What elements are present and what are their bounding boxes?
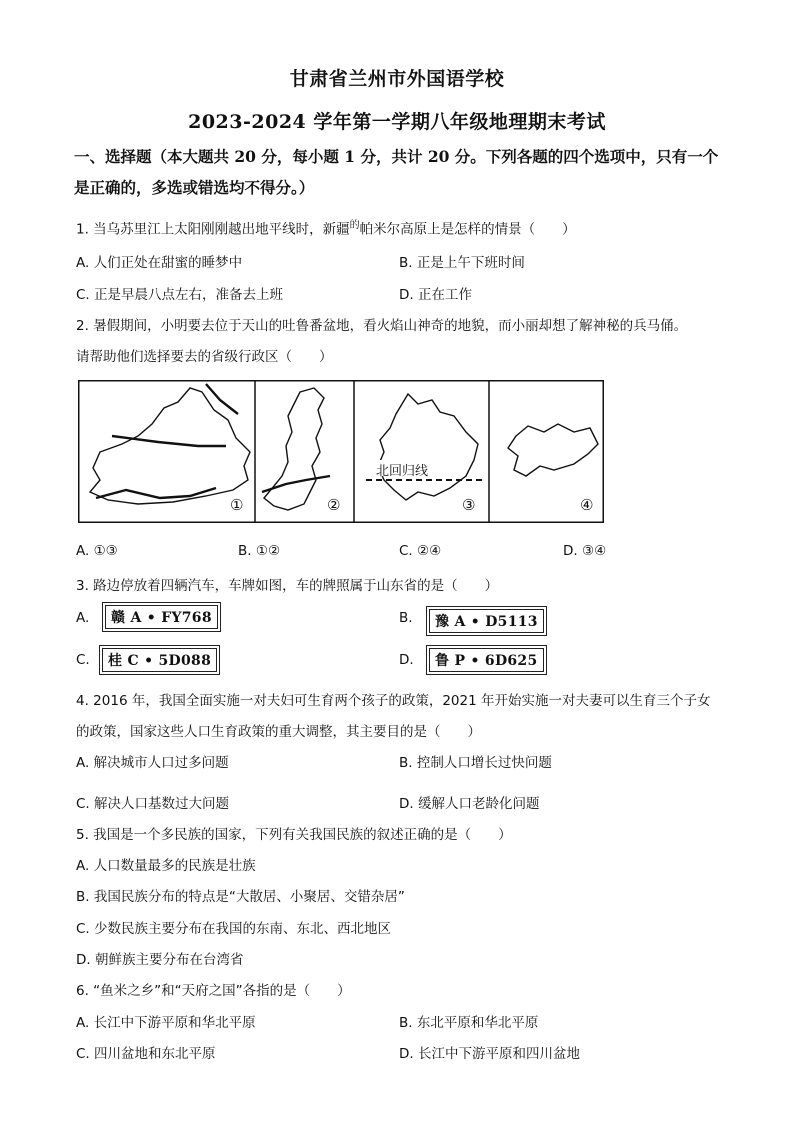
q2-option-a[interactable]: A. ①③ <box>76 543 118 559</box>
q6-option-c[interactable]: C. 四川盆地和东北平原 <box>76 1046 216 1062</box>
q1-option-c[interactable]: C. 正是早晨八点左右，准备去上班 <box>76 287 284 303</box>
plate-c-text: 桂 C • 5D088 <box>102 648 217 672</box>
q1-stem <box>76 216 576 238</box>
plate-b-text: 豫 A • D5113 <box>429 609 544 633</box>
school-title: 甘肃省兰州市外国语学校 <box>289 68 505 90</box>
q1-stem-small: 的 <box>349 220 360 231</box>
q4-stem-1: 4. 2016 年，我国全面实施一对夫妇可生育两个孩子的政策，2021 年开始实施一对夫妻可以生育三个子女 <box>76 693 711 709</box>
q4-option-d[interactable]: D. 缓解人口老龄化问题 <box>399 796 540 812</box>
q2-stem-1: 2. 暑假期间，小明要去位于天山的吐鲁番盆地，看火焰山神奇的地貌，而小丽却想了解神秘的兵马俑。 <box>76 318 688 334</box>
map-label-2: ② <box>327 496 341 514</box>
plate-d[interactable] <box>426 645 547 675</box>
q4-option-b[interactable]: B. 控制人口增长过快问题 <box>399 755 552 771</box>
map-shaanxi <box>262 388 330 510</box>
q6-option-a[interactable]: A. 长江中下游平原和华北平原 <box>76 1015 256 1031</box>
q5-option-a[interactable]: A. 人口数量最多的民族是壮族 <box>76 858 256 874</box>
q1-option-d[interactable]: D. 正在工作 <box>399 287 472 303</box>
q4-stem-2: 的政策，国家这些人口生育政策的重大调整，其主要目的是（ ） <box>76 724 481 740</box>
map-xinjiang <box>90 384 250 504</box>
q2-stem-2: 请帮助他们选择要去的省级行政区（ ） <box>76 349 333 365</box>
q3-option-d-label[interactable]: D. <box>399 652 414 668</box>
q5-option-d[interactable]: D. 朝鲜族主要分布在台湾省 <box>76 952 244 968</box>
q2-option-b[interactable]: B. ①② <box>238 543 281 559</box>
q3-option-c-label[interactable]: C. <box>76 652 90 668</box>
section-heading <box>74 141 724 203</box>
map-frame <box>79 381 604 523</box>
q6-option-b[interactable]: B. 东北平原和华北平原 <box>399 1015 539 1031</box>
map-label-3: ③ <box>462 496 476 514</box>
q6-stem: 6. “鱼米之乡”和“天府之国”各指的是（ ） <box>76 983 351 999</box>
plate-d-text: 鲁 P • 6D625 <box>429 648 544 672</box>
q5-option-b[interactable]: B. 我国民族分布的特点是“大散居、小聚居、交错杂居” <box>76 889 405 905</box>
tropic-of-cancer-label: 北回归线 <box>376 464 429 479</box>
q3-option-b-label[interactable]: B. <box>399 610 413 626</box>
map-hubei <box>508 424 598 476</box>
q5-stem: 5. 我国是一个多民族的国家，下列有关我国民族的叙述正确的是（ ） <box>76 827 512 843</box>
q2-option-c[interactable]: C. ②④ <box>399 543 442 559</box>
plate-a-text: 赣 A • FY768 <box>105 605 218 629</box>
map-label-1: ① <box>230 496 244 514</box>
q6-option-d[interactable]: D. 长江中下游平原和四川盆地 <box>399 1046 580 1062</box>
section-line-2: 是正确的，多选或错选均不得分。） <box>74 178 315 197</box>
q2-option-d[interactable]: D. ③④ <box>563 543 607 559</box>
q1-option-a[interactable]: A. 人们正处在甜蜜的睡梦中 <box>76 255 243 271</box>
q1-option-b[interactable]: B. 正是上午下班时间 <box>399 255 525 271</box>
map-yunnan <box>366 394 482 500</box>
province-map-svg <box>78 380 604 523</box>
q4-option-c[interactable]: C. 解决人口基数过大问题 <box>76 796 230 812</box>
exam-title: 2023-2024 学年第一学期八年级地理期末考试 <box>188 111 606 133</box>
q1-stem-tail: 帕米尔高原上是怎样的情景（ ） <box>359 221 576 238</box>
plate-c[interactable] <box>99 645 220 675</box>
plate-b[interactable] <box>426 606 547 636</box>
q1-stem-main: 1. 当乌苏里江上太阳刚刚越出地平线时，新疆 <box>76 221 350 238</box>
q3-option-a-label[interactable]: A. <box>76 610 90 626</box>
q5-option-c[interactable]: C. 少数民族主要分布在我国的东南、东北、西北地区 <box>76 921 392 937</box>
q3-stem: 3. 路边停放着四辆汽车，车牌如图，车的牌照属于山东省的是（ ） <box>76 578 499 594</box>
q4-option-a[interactable]: A. 解决城市人口过多问题 <box>76 755 229 771</box>
plate-a[interactable] <box>102 602 221 632</box>
section-line-1: 一、选择题（本大题共 20 分，每小题 1 分，共计 20 分。下列各题的四个选项中，只有一个 <box>74 147 719 166</box>
map-label-4: ④ <box>580 496 594 514</box>
province-map-figure <box>78 380 604 523</box>
